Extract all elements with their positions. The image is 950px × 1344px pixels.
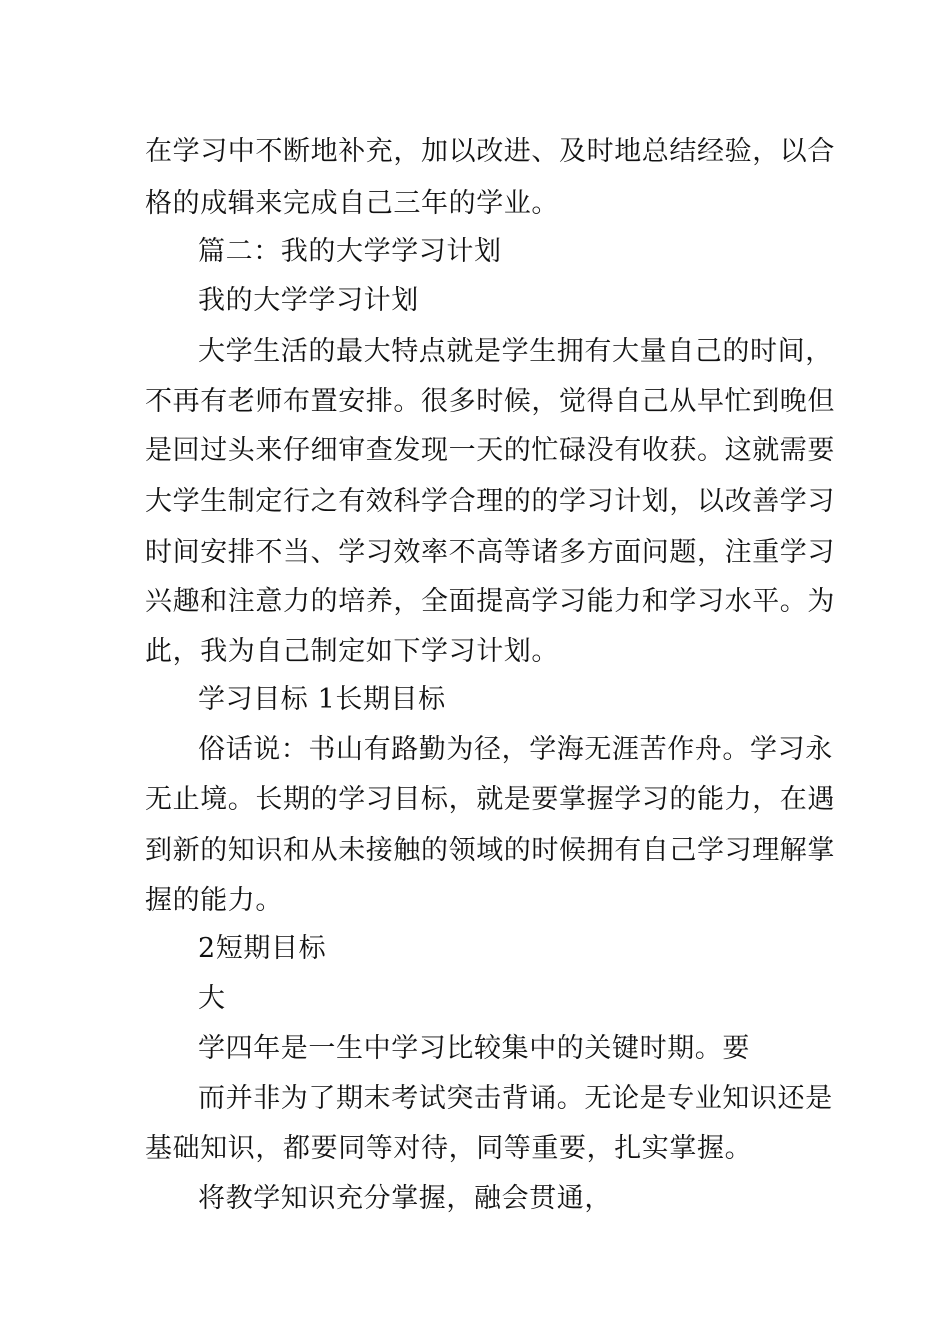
section-heading: 篇二：我的大学学习计划	[198, 236, 502, 267]
text-line: 大学生活的最大特点就是学生拥有大量自己的时间，	[198, 336, 833, 367]
text-line: 时间安排不当、学习效率不高等诸多方面问题，注重学习	[145, 537, 835, 568]
subheading: 学习目标 1长期目标	[198, 684, 446, 715]
text-line: 到新的知识和从未接触的领域的时候拥有自己学习理解掌	[145, 835, 835, 866]
text-line: 格的成辑来完成自己三年的学业。	[145, 188, 559, 219]
text-line: 握的能力。	[145, 885, 283, 916]
subheading: 2短期目标	[198, 933, 327, 964]
text-line: 将教学知识充分掌握，融会贯通，	[198, 1183, 612, 1214]
text-line: 大	[198, 983, 226, 1014]
text-line: 俗话说：书山有路勤为径，学海无涯苦作舟。学习永	[198, 734, 833, 765]
text-line: 此，我为自己制定如下学习计划。	[145, 636, 559, 667]
text-line: 是回过头来仔细审查发现一天的忙碌没有收获。这就需要	[145, 435, 835, 466]
text-line: 学四年是一生中学习比较集中的关键时期。要	[198, 1033, 750, 1064]
text-line: 不再有老师布置安排。很多时候，觉得自己从早忙到晚但	[145, 386, 835, 417]
text-line: 无止境。长期的学习目标，就是要掌握学习的能力，在遇	[145, 784, 835, 815]
text-line: 兴趣和注意力的培养，全面提高学习能力和学习水平。为	[145, 586, 835, 617]
text-line: 大学生制定行之有效科学合理的的学习计划，以改善学习	[145, 486, 835, 517]
text-line: 在学习中不断地补充，加以改进、及时地总结经验，以合	[145, 136, 835, 167]
text-line: 基础知识，都要同等对待，同等重要，扎实掌握。	[145, 1133, 753, 1164]
text-line: 而并非为了期末考试突击背诵。无论是专业知识还是	[198, 1083, 833, 1114]
article-title: 我的大学学习计划	[198, 285, 419, 316]
